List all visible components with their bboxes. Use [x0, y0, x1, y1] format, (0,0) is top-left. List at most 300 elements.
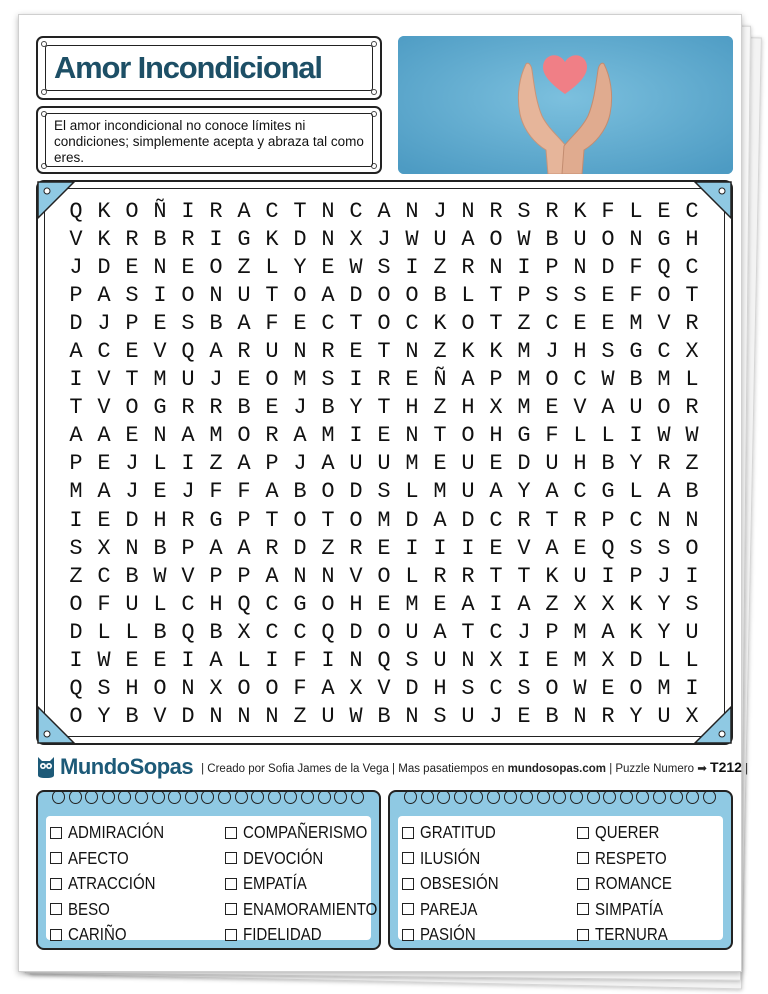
grid-letter[interactable]: D [461, 507, 475, 533]
grid-letter[interactable]: C [265, 591, 279, 617]
grid-letter[interactable]: X [349, 227, 363, 253]
grid-letter[interactable]: W [349, 255, 363, 281]
grid-letter[interactable]: O [181, 283, 195, 309]
grid-letter[interactable]: C [573, 367, 587, 393]
grid-letter[interactable]: D [69, 619, 83, 645]
checkbox-icon[interactable] [402, 929, 414, 941]
grid-letter[interactable]: N [405, 703, 419, 729]
grid-letter[interactable]: R [545, 199, 559, 225]
grid-letter[interactable]: N [405, 423, 419, 449]
grid-letter[interactable]: C [629, 507, 643, 533]
grid-letter[interactable]: D [293, 535, 307, 561]
grid-letter[interactable]: W [601, 367, 615, 393]
grid-letter[interactable]: X [601, 647, 615, 673]
grid-letter[interactable]: E [377, 423, 391, 449]
word-item[interactable] [225, 899, 400, 921]
grid-letter[interactable]: L [629, 199, 643, 225]
grid-letter[interactable]: H [405, 395, 419, 421]
grid-letter[interactable]: E [97, 451, 111, 477]
grid-letter[interactable]: Y [629, 703, 643, 729]
grid-letter[interactable]: D [97, 255, 111, 281]
grid-letter[interactable]: L [405, 563, 419, 589]
grid-letter[interactable]: I [181, 451, 195, 477]
grid-letter[interactable]: M [433, 479, 447, 505]
grid-letter[interactable]: C [489, 507, 503, 533]
grid-letter[interactable]: Q [69, 199, 83, 225]
grid-letter[interactable]: F [629, 255, 643, 281]
grid-letter[interactable]: I [69, 507, 83, 533]
grid-letter[interactable]: A [461, 367, 475, 393]
grid-letter[interactable]: N [629, 227, 643, 253]
grid-letter[interactable]: Z [433, 255, 447, 281]
grid-letter[interactable]: A [321, 451, 335, 477]
grid-letter[interactable]: H [433, 675, 447, 701]
grid-letter[interactable]: N [461, 647, 475, 673]
grid-letter[interactable]: R [209, 395, 223, 421]
grid-letter[interactable]: E [433, 591, 447, 617]
grid-letter[interactable]: B [685, 479, 699, 505]
grid-letter[interactable]: M [321, 423, 335, 449]
grid-letter[interactable]: W [153, 563, 167, 589]
grid-letter[interactable]: B [153, 227, 167, 253]
grid-letter[interactable]: P [209, 563, 223, 589]
grid-letter[interactable]: O [657, 283, 671, 309]
grid-letter[interactable]: I [69, 647, 83, 673]
word-item[interactable] [577, 822, 752, 844]
grid-letter[interactable]: I [517, 647, 531, 673]
grid-letter[interactable]: E [321, 255, 335, 281]
grid-letter[interactable]: A [97, 283, 111, 309]
grid-letter[interactable]: H [349, 591, 363, 617]
grid-letter[interactable]: V [69, 227, 83, 253]
grid-letter[interactable]: E [377, 591, 391, 617]
grid-letter[interactable]: L [601, 423, 615, 449]
grid-letter[interactable]: N [293, 339, 307, 365]
grid-letter[interactable]: T [685, 283, 699, 309]
grid-letter[interactable]: L [657, 647, 671, 673]
grid-letter[interactable]: T [433, 423, 447, 449]
grid-letter[interactable]: A [433, 507, 447, 533]
grid-letter[interactable]: R [433, 563, 447, 589]
grid-letter[interactable]: N [405, 339, 419, 365]
grid-letter[interactable]: I [685, 563, 699, 589]
grid-letter[interactable]: F [293, 647, 307, 673]
checkbox-icon[interactable] [225, 852, 237, 864]
grid-letter[interactable]: C [685, 199, 699, 225]
grid-letter[interactable]: R [461, 563, 475, 589]
grid-letter[interactable]: B [293, 479, 307, 505]
grid-letter[interactable]: R [209, 199, 223, 225]
grid-letter[interactable]: C [573, 479, 587, 505]
grid-letter[interactable]: U [433, 227, 447, 253]
grid-letter[interactable]: U [461, 451, 475, 477]
grid-letter[interactable]: T [461, 619, 475, 645]
grid-letter[interactable]: J [545, 339, 559, 365]
grid-letter[interactable]: Z [433, 339, 447, 365]
grid-letter[interactable]: J [97, 311, 111, 337]
grid-letter[interactable]: P [69, 451, 83, 477]
grid-letter[interactable]: T [349, 311, 363, 337]
grid-letter[interactable]: I [153, 283, 167, 309]
grid-letter[interactable]: D [405, 507, 419, 533]
grid-letter[interactable]: A [237, 199, 251, 225]
grid-letter[interactable]: Z [433, 395, 447, 421]
grid-letter[interactable]: H [209, 591, 223, 617]
word-item[interactable] [225, 924, 400, 946]
grid-letter[interactable]: Y [97, 703, 111, 729]
grid-letter[interactable]: B [209, 311, 223, 337]
grid-letter[interactable]: C [405, 311, 419, 337]
grid-letter[interactable]: F [97, 591, 111, 617]
grid-letter[interactable]: C [293, 619, 307, 645]
word-item[interactable] [402, 873, 577, 895]
grid-letter[interactable]: D [349, 619, 363, 645]
grid-letter[interactable]: R [517, 507, 531, 533]
grid-letter[interactable]: V [377, 675, 391, 701]
word-item[interactable] [402, 899, 577, 921]
grid-letter[interactable]: O [293, 283, 307, 309]
grid-letter[interactable]: U [461, 703, 475, 729]
grid-letter[interactable]: D [125, 507, 139, 533]
grid-letter[interactable]: M [517, 395, 531, 421]
grid-letter[interactable]: U [321, 703, 335, 729]
grid-letter[interactable]: Y [293, 255, 307, 281]
grid-letter[interactable]: E [377, 535, 391, 561]
grid-letter[interactable]: Q [181, 619, 195, 645]
grid-letter[interactable]: J [181, 479, 195, 505]
grid-letter[interactable]: H [461, 395, 475, 421]
grid-letter[interactable]: R [125, 227, 139, 253]
grid-letter[interactable]: N [461, 199, 475, 225]
grid-letter[interactable]: R [349, 535, 363, 561]
grid-letter[interactable]: E [153, 311, 167, 337]
word-item[interactable] [402, 822, 577, 844]
grid-letter[interactable]: D [405, 675, 419, 701]
grid-letter[interactable]: Z [209, 451, 223, 477]
grid-letter[interactable]: Y [629, 451, 643, 477]
grid-letter[interactable]: N [181, 675, 195, 701]
grid-letter[interactable]: V [153, 703, 167, 729]
grid-letter[interactable]: R [489, 199, 503, 225]
grid-letter[interactable]: C [685, 255, 699, 281]
checkbox-icon[interactable] [50, 929, 62, 941]
grid-letter[interactable]: G [237, 227, 251, 253]
word-item[interactable] [50, 924, 225, 946]
grid-letter[interactable]: E [349, 339, 363, 365]
grid-letter[interactable]: L [153, 451, 167, 477]
grid-letter[interactable]: O [461, 423, 475, 449]
grid-letter[interactable]: N [153, 255, 167, 281]
grid-letter[interactable]: P [601, 507, 615, 533]
grid-letter[interactable]: R [265, 535, 279, 561]
grid-letter[interactable]: O [293, 507, 307, 533]
grid-letter[interactable]: V [153, 339, 167, 365]
grid-letter[interactable]: C [489, 619, 503, 645]
grid-letter[interactable]: H [153, 507, 167, 533]
grid-letter[interactable]: M [293, 367, 307, 393]
grid-letter[interactable]: F [293, 675, 307, 701]
grid-letter[interactable]: S [545, 283, 559, 309]
grid-letter[interactable]: U [377, 451, 391, 477]
word-item[interactable] [577, 873, 752, 895]
grid-letter[interactable]: L [125, 619, 139, 645]
grid-letter[interactable]: M [69, 479, 83, 505]
grid-letter[interactable]: V [573, 395, 587, 421]
grid-letter[interactable]: B [321, 395, 335, 421]
grid-letter[interactable]: B [153, 535, 167, 561]
grid-letter[interactable]: U [545, 451, 559, 477]
grid-letter[interactable]: A [321, 675, 335, 701]
grid-letter[interactable]: J [69, 255, 83, 281]
grid-letter[interactable]: Z [321, 535, 335, 561]
grid-letter[interactable]: W [517, 227, 531, 253]
grid-letter[interactable]: T [265, 283, 279, 309]
grid-letter[interactable]: M [405, 591, 419, 617]
grid-letter[interactable]: I [601, 563, 615, 589]
grid-letter[interactable]: R [685, 395, 699, 421]
grid-letter[interactable]: O [153, 675, 167, 701]
grid-letter[interactable]: I [433, 535, 447, 561]
grid-letter[interactable]: K [629, 591, 643, 617]
grid-letter[interactable]: D [293, 227, 307, 253]
grid-letter[interactable]: W [685, 423, 699, 449]
grid-letter[interactable]: R [181, 507, 195, 533]
grid-letter[interactable]: A [69, 423, 83, 449]
grid-letter[interactable]: L [685, 647, 699, 673]
grid-letter[interactable]: T [321, 507, 335, 533]
grid-letter[interactable]: E [545, 395, 559, 421]
grid-letter[interactable]: S [125, 283, 139, 309]
grid-letter[interactable]: K [461, 339, 475, 365]
grid-letter[interactable]: U [265, 339, 279, 365]
grid-letter[interactable]: C [265, 619, 279, 645]
grid-letter[interactable]: D [517, 451, 531, 477]
grid-letter[interactable]: X [489, 647, 503, 673]
grid-letter[interactable]: A [461, 227, 475, 253]
grid-letter[interactable]: A [69, 339, 83, 365]
grid-letter[interactable]: I [517, 255, 531, 281]
grid-letter[interactable]: N [657, 507, 671, 533]
grid-letter[interactable]: F [629, 283, 643, 309]
grid-letter[interactable]: E [601, 311, 615, 337]
grid-letter[interactable]: Q [601, 535, 615, 561]
grid-letter[interactable]: C [97, 563, 111, 589]
grid-letter[interactable]: H [489, 423, 503, 449]
grid-letter[interactable]: Z [293, 703, 307, 729]
grid-letter[interactable]: L [629, 479, 643, 505]
grid-letter[interactable]: T [489, 563, 503, 589]
grid-letter[interactable]: L [685, 367, 699, 393]
grid-letter[interactable]: A [489, 479, 503, 505]
grid-letter[interactable]: E [265, 395, 279, 421]
grid-letter[interactable]: F [601, 199, 615, 225]
grid-letter[interactable]: B [125, 563, 139, 589]
grid-letter[interactable]: A [321, 283, 335, 309]
grid-letter[interactable]: L [405, 479, 419, 505]
grid-letter[interactable]: S [405, 647, 419, 673]
grid-letter[interactable]: O [629, 675, 643, 701]
grid-letter[interactable]: X [237, 619, 251, 645]
grid-letter[interactable]: I [629, 423, 643, 449]
grid-letter[interactable]: U [629, 395, 643, 421]
grid-letter[interactable]: I [209, 227, 223, 253]
word-item[interactable] [577, 924, 752, 946]
grid-letter[interactable]: O [69, 703, 83, 729]
grid-letter[interactable]: R [265, 423, 279, 449]
checkbox-icon[interactable] [402, 878, 414, 890]
grid-letter[interactable]: M [209, 423, 223, 449]
grid-letter[interactable]: B [237, 395, 251, 421]
grid-letter[interactable]: Y [349, 395, 363, 421]
grid-letter[interactable]: X [209, 675, 223, 701]
grid-letter[interactable]: R [461, 255, 475, 281]
grid-letter[interactable]: L [265, 255, 279, 281]
grid-letter[interactable]: J [293, 395, 307, 421]
grid-letter[interactable]: G [657, 227, 671, 253]
grid-letter[interactable]: W [657, 423, 671, 449]
grid-letter[interactable]: N [209, 283, 223, 309]
word-item[interactable] [50, 822, 225, 844]
grid-letter[interactable]: T [377, 339, 391, 365]
grid-letter[interactable]: L [97, 619, 111, 645]
grid-letter[interactable]: A [601, 619, 615, 645]
grid-letter[interactable]: Q [657, 255, 671, 281]
grid-letter[interactable]: F [545, 423, 559, 449]
grid-letter[interactable]: A [97, 479, 111, 505]
grid-letter[interactable]: S [97, 675, 111, 701]
grid-letter[interactable]: U [657, 703, 671, 729]
checkbox-icon[interactable] [577, 903, 589, 915]
grid-letter[interactable]: T [293, 199, 307, 225]
grid-letter[interactable]: A [209, 339, 223, 365]
grid-letter[interactable]: M [517, 367, 531, 393]
grid-letter[interactable]: U [573, 563, 587, 589]
grid-letter[interactable]: T [377, 395, 391, 421]
grid-letter[interactable]: N [125, 535, 139, 561]
word-item[interactable] [50, 848, 225, 870]
grid-letter[interactable]: E [97, 507, 111, 533]
grid-letter[interactable]: S [657, 535, 671, 561]
grid-letter[interactable]: K [97, 227, 111, 253]
grid-letter[interactable]: P [237, 507, 251, 533]
grid-letter[interactable]: E [573, 311, 587, 337]
grid-letter[interactable]: K [629, 619, 643, 645]
grid-letter[interactable]: F [209, 479, 223, 505]
grid-letter[interactable]: O [657, 395, 671, 421]
grid-letter[interactable]: I [405, 255, 419, 281]
grid-letter[interactable]: I [489, 591, 503, 617]
grid-letter[interactable]: B [629, 367, 643, 393]
grid-letter[interactable]: K [489, 339, 503, 365]
grid-letter[interactable]: G [293, 591, 307, 617]
grid-letter[interactable]: X [601, 591, 615, 617]
grid-letter[interactable]: B [601, 451, 615, 477]
grid-letter[interactable]: N [209, 703, 223, 729]
grid-letter[interactable]: I [349, 367, 363, 393]
grid-letter[interactable]: M [573, 619, 587, 645]
grid-letter[interactable]: C [321, 311, 335, 337]
grid-letter[interactable]: S [377, 479, 391, 505]
grid-letter[interactable]: U [461, 479, 475, 505]
grid-letter[interactable]: H [573, 451, 587, 477]
grid-letter[interactable]: I [181, 647, 195, 673]
grid-letter[interactable]: G [629, 339, 643, 365]
grid-letter[interactable]: S [685, 591, 699, 617]
grid-letter[interactable]: E [153, 647, 167, 673]
checkbox-icon[interactable] [50, 827, 62, 839]
grid-letter[interactable]: O [69, 591, 83, 617]
grid-letter[interactable]: O [321, 591, 335, 617]
grid-letter[interactable]: T [489, 311, 503, 337]
grid-letter[interactable]: O [265, 675, 279, 701]
grid-letter[interactable]: J [377, 227, 391, 253]
grid-letter[interactable]: Q [181, 339, 195, 365]
grid-letter[interactable]: O [377, 283, 391, 309]
grid-letter[interactable]: M [153, 367, 167, 393]
grid-letter[interactable]: E [125, 255, 139, 281]
grid-letter[interactable]: U [181, 367, 195, 393]
grid-letter[interactable]: P [545, 255, 559, 281]
grid-letter[interactable]: Q [321, 619, 335, 645]
grid-letter[interactable]: E [657, 199, 671, 225]
grid-letter[interactable]: Z [237, 255, 251, 281]
grid-letter[interactable]: Q [237, 591, 251, 617]
grid-letter[interactable]: O [545, 367, 559, 393]
grid-letter[interactable]: A [461, 591, 475, 617]
grid-letter[interactable]: E [433, 451, 447, 477]
grid-letter[interactable]: L [573, 423, 587, 449]
grid-letter[interactable]: V [657, 311, 671, 337]
checkbox-icon[interactable] [402, 827, 414, 839]
grid-letter[interactable]: U [125, 591, 139, 617]
grid-letter[interactable]: K [265, 227, 279, 253]
grid-letter[interactable]: U [405, 619, 419, 645]
grid-letter[interactable]: U [433, 647, 447, 673]
grid-letter[interactable]: D [601, 255, 615, 281]
grid-letter[interactable]: V [181, 563, 195, 589]
grid-letter[interactable]: G [153, 395, 167, 421]
grid-letter[interactable]: O [237, 675, 251, 701]
grid-letter[interactable]: B [209, 619, 223, 645]
grid-letter[interactable]: G [209, 507, 223, 533]
grid-letter[interactable]: A [293, 423, 307, 449]
grid-letter[interactable]: S [377, 255, 391, 281]
grid-letter[interactable]: F [237, 479, 251, 505]
grid-letter[interactable]: M [405, 451, 419, 477]
grid-letter[interactable]: N [265, 703, 279, 729]
grid-letter[interactable]: K [545, 563, 559, 589]
grid-letter[interactable]: M [573, 647, 587, 673]
grid-letter[interactable]: P [489, 367, 503, 393]
grid-letter[interactable]: N [321, 199, 335, 225]
grid-letter[interactable]: N [573, 255, 587, 281]
grid-letter[interactable]: D [181, 703, 195, 729]
checkbox-icon[interactable] [225, 929, 237, 941]
grid-letter[interactable]: C [265, 199, 279, 225]
grid-letter[interactable]: R [601, 703, 615, 729]
grid-letter[interactable]: X [685, 703, 699, 729]
grid-letter[interactable]: K [433, 311, 447, 337]
grid-letter[interactable]: C [657, 339, 671, 365]
grid-letter[interactable]: B [377, 703, 391, 729]
grid-letter[interactable]: H [573, 339, 587, 365]
checkbox-icon[interactable] [225, 903, 237, 915]
grid-letter[interactable]: X [573, 591, 587, 617]
grid-letter[interactable]: A [657, 479, 671, 505]
grid-letter[interactable]: F [265, 311, 279, 337]
grid-letter[interactable]: S [461, 675, 475, 701]
grid-letter[interactable]: N [237, 703, 251, 729]
